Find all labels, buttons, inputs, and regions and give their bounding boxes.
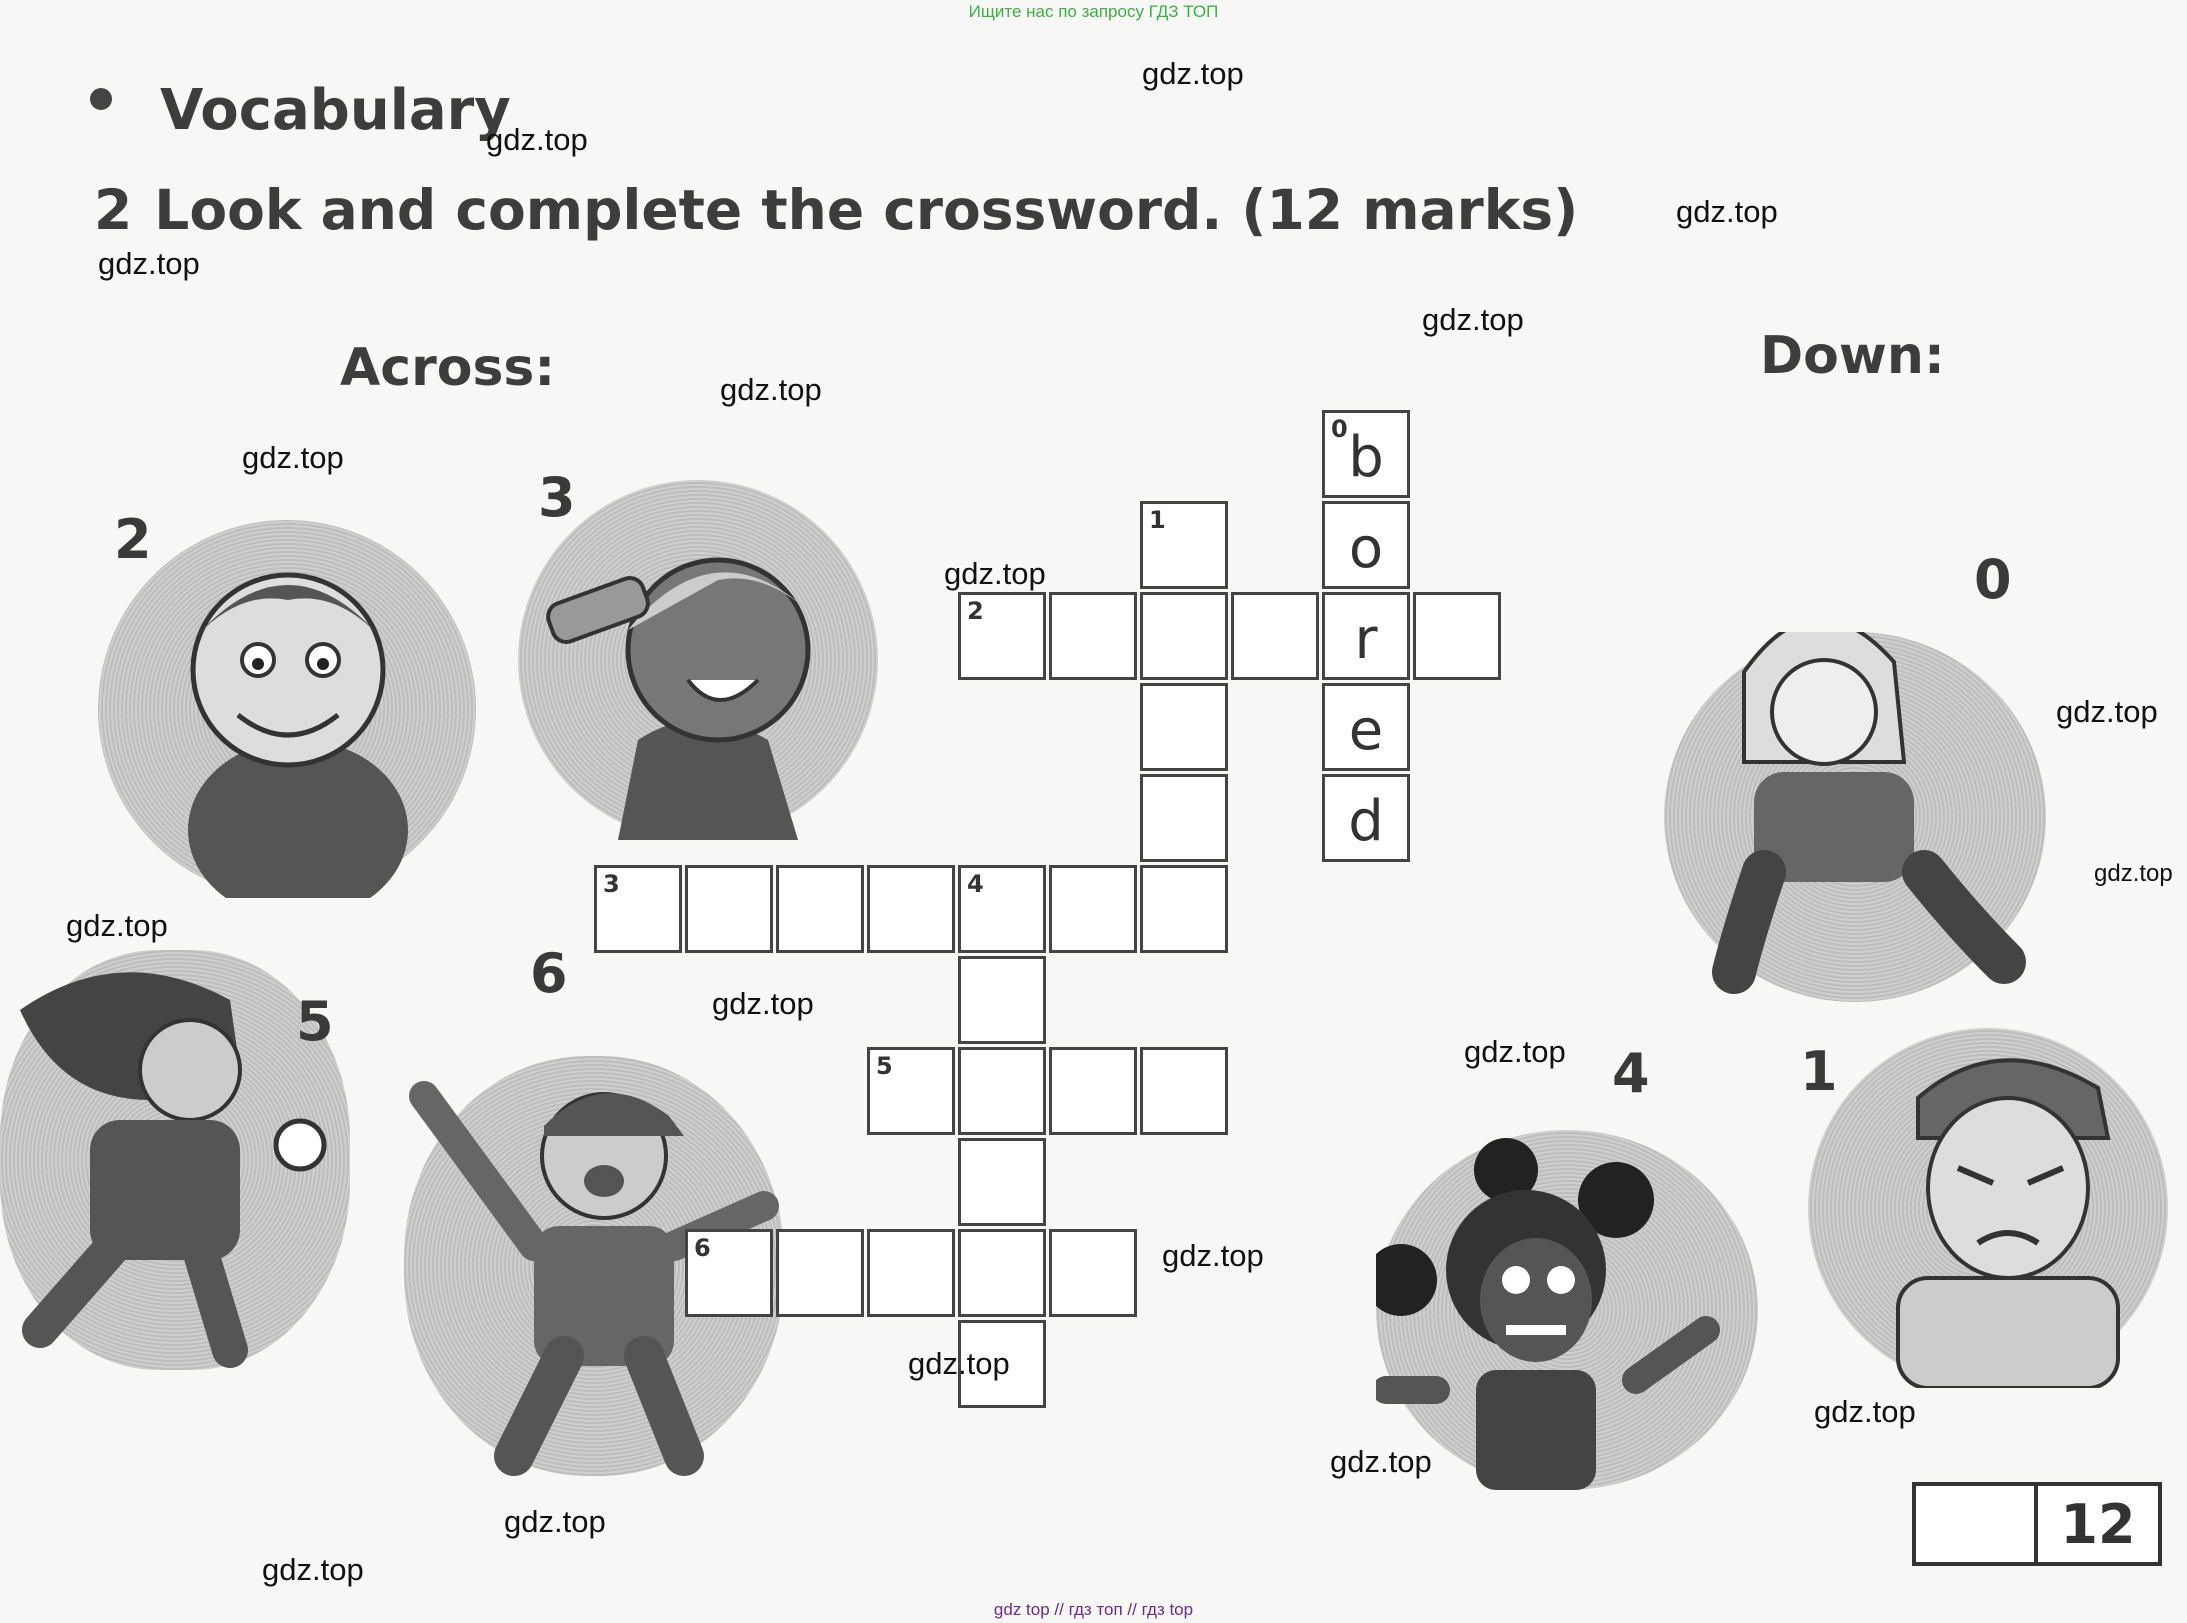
crossword-cell[interactable] xyxy=(1231,592,1319,680)
crossword-letter: o xyxy=(1348,515,1384,581)
crossword-cell[interactable] xyxy=(1322,774,1410,862)
crossword-cell[interactable] xyxy=(1140,774,1228,862)
task-number: 2 xyxy=(94,178,133,242)
watermark: gdz.top xyxy=(504,1504,606,1539)
picture-boy-licking-lips xyxy=(98,520,476,898)
crossword-cell[interactable] xyxy=(1322,683,1410,771)
picture-boy-angry xyxy=(1808,1028,2168,1388)
watermark: gdz.top xyxy=(1162,1238,1264,1273)
crossword-letter: r xyxy=(1354,606,1378,672)
bullet-point xyxy=(90,88,112,110)
watermark: gdz.top xyxy=(1814,1394,1916,1429)
crossword-cell[interactable] xyxy=(776,865,864,953)
crossword-cell[interactable] xyxy=(594,865,682,953)
boy-licking-lips-icon xyxy=(98,520,476,898)
crossword-cell[interactable] xyxy=(1140,865,1228,953)
crossword-clue-number: 6 xyxy=(694,1234,711,1262)
crossword-cell[interactable] xyxy=(1049,592,1137,680)
footer-note: gdz top // гдз топ // гдз top xyxy=(993,1600,1194,1619)
watermark: gdz.top xyxy=(1330,1444,1432,1479)
girl-bored-icon xyxy=(1664,632,2046,1002)
watermark: gdz.top xyxy=(2094,860,2173,887)
watermark: gdz.top xyxy=(262,1552,364,1587)
boy-angry-icon xyxy=(1808,1028,2168,1388)
header-note: Ищите нас по запросу ГДЗ ТОП xyxy=(968,2,1219,21)
picture-number: 2 xyxy=(114,508,152,571)
crossword-cell[interactable] xyxy=(958,592,1046,680)
crossword-cell[interactable] xyxy=(1140,501,1228,589)
task-heading xyxy=(94,178,1578,242)
watermark: gdz.top xyxy=(1676,194,1778,229)
crossword-cell[interactable] xyxy=(1140,592,1228,680)
crossword-clue-number: 4 xyxy=(967,870,984,898)
crossword-cell[interactable] xyxy=(1049,1047,1137,1135)
crossword-cell[interactable] xyxy=(1413,592,1501,680)
watermark: gdz.top xyxy=(98,246,200,281)
crossword-cell[interactable] xyxy=(1322,501,1410,589)
picture-number: 6 xyxy=(530,942,568,1005)
crossword-letter: b xyxy=(1348,424,1384,490)
task-text: Look and complete the crossword. (12 marks) xyxy=(154,178,1579,242)
boy-drinking-icon xyxy=(518,480,878,840)
crossword-cell[interactable] xyxy=(1322,592,1410,680)
crossword-cell[interactable] xyxy=(776,1229,864,1317)
crossword-letter: e xyxy=(1348,697,1384,763)
crossword-clue-number: 0 xyxy=(1331,415,1348,443)
down-label: Down: xyxy=(1760,326,1945,386)
crossword-cell[interactable] xyxy=(958,1047,1046,1135)
crossword-cell[interactable] xyxy=(958,865,1046,953)
watermark: gdz.top xyxy=(486,122,588,157)
crossword-cell[interactable] xyxy=(1140,1047,1228,1135)
crossword-cell[interactable] xyxy=(685,865,773,953)
watermark: gdz.top xyxy=(944,556,1046,591)
watermark: gdz.top xyxy=(1142,56,1244,91)
score-input[interactable] xyxy=(1916,1486,2038,1562)
crossword-cell[interactable] xyxy=(867,865,955,953)
crossword-cell[interactable] xyxy=(958,1229,1046,1317)
crossword-cell[interactable] xyxy=(958,956,1046,1044)
watermark: gdz.top xyxy=(712,986,814,1021)
section-title: Vocabulary xyxy=(160,78,511,143)
watermark: gdz.top xyxy=(1464,1034,1566,1069)
picture-girl-bored xyxy=(1664,632,2046,1002)
picture-number: 4 xyxy=(1612,1042,1650,1105)
crossword-cell[interactable] xyxy=(1049,1229,1137,1317)
crossword-cell[interactable] xyxy=(1140,683,1228,771)
score-total: 12 xyxy=(2060,1492,2136,1556)
watermark: gdz.top xyxy=(242,440,344,475)
picture-boy-drinking xyxy=(518,480,878,840)
girl-scared-icon xyxy=(1376,1130,1758,1490)
crossword-clue-number: 3 xyxy=(603,870,620,898)
picture-number: 1 xyxy=(1800,1040,1838,1103)
watermark: gdz.top xyxy=(908,1346,1010,1381)
picture-number: 3 xyxy=(538,466,576,529)
score-box xyxy=(1912,1482,2162,1566)
watermark: gdz.top xyxy=(720,372,822,407)
crossword-clue-number: 2 xyxy=(967,597,984,625)
picture-number: 0 xyxy=(1974,548,2012,611)
crossword-cell[interactable] xyxy=(1049,865,1137,953)
watermark: gdz.top xyxy=(1422,302,1524,337)
crossword-cell[interactable] xyxy=(867,1047,955,1135)
watermark: gdz.top xyxy=(66,908,168,943)
picture-girl-scared xyxy=(1376,1130,1758,1490)
crossword-cell[interactable] xyxy=(685,1229,773,1317)
crossword-cell[interactable] xyxy=(958,1138,1046,1226)
crossword-cell[interactable] xyxy=(1322,410,1410,498)
crossword-clue-number: 1 xyxy=(1149,506,1166,534)
crossword-clue-number: 5 xyxy=(876,1052,893,1080)
picture-number: 5 xyxy=(296,990,334,1053)
across-label: Across: xyxy=(340,338,556,398)
watermark: gdz.top xyxy=(2056,694,2158,729)
crossword-cell[interactable] xyxy=(867,1229,955,1317)
crossword-letter: d xyxy=(1348,788,1384,854)
